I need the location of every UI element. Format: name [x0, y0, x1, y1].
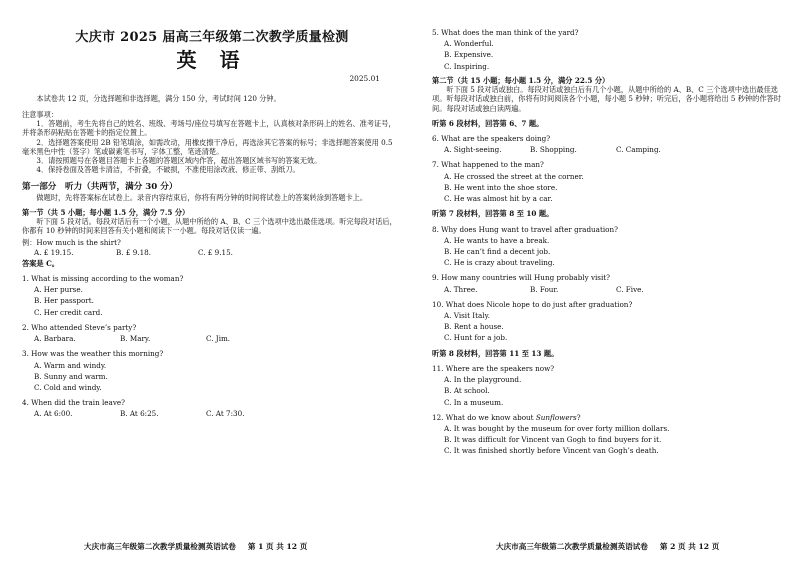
material-7-instruction: 听第 7 段材料，回答第 8 至 10 题。 [432, 209, 554, 219]
page-footer [84, 542, 307, 552]
question-7 [432, 160, 782, 203]
option-a: A. Warm and windy. [34, 360, 107, 370]
option-c: C. Hunt for a job. [444, 333, 508, 343]
option-b: B. Mary. [120, 334, 151, 344]
option-a: A. It was bought by the museum for over forty million dollars. [444, 424, 670, 433]
option-c: C. Camping. [616, 145, 661, 155]
option-b: B. It was difficult for Vincent van Gogh to find buyers for it. [444, 435, 662, 445]
example-option-b: B. £ 9.18. [116, 247, 151, 257]
notice-item-4: 4．保持卷面及答题卡清洁，不折叠，不破损，不准使用涂改液、修正带、刮纸刀。 [36, 165, 300, 175]
option-b: B. Her passport. [34, 296, 94, 306]
example-answer: 答案是 C。 [22, 258, 59, 268]
example-question: 例：How much is the shirt? [22, 238, 121, 248]
section2-title: 第二节（共 15 小题；每小题 1.5 分，满分 22.5 分） [432, 75, 610, 85]
section2-description: 听下面 5 段对话或独白。每段对话或独白后有几个小题，从题中所给的 A、B、C 三个选项中选出最佳选项。听每段对话或独白前，你将有时间阅读各个小题，每小题 5 秒钟；听完后，各小题将给出 5 秒钟的作答时间。每段对话或独白读两遍。 [432, 85, 781, 113]
option-c: C. Her credit card. [34, 307, 103, 317]
option-c: C. He is crazy about traveling. [444, 258, 555, 268]
part1-title: 第一部分 听力（共两节，满分 30 分） [22, 182, 178, 193]
question-stem: 10. What does Nicole hope to do just after graduation? [432, 299, 633, 309]
example-option-a: A. £ 19.15. [34, 247, 74, 257]
page-1 [22, 0, 402, 566]
option-a: A. Barbara. [34, 334, 76, 344]
option-c: C. It was finished shortly before Vincent van Gogh’s death. [444, 446, 659, 456]
stem-artwork-title: Sunflowers [535, 412, 577, 422]
option-b: B. At 6:25. [120, 409, 159, 419]
option-c: C. At 7:30. [206, 409, 245, 419]
subject-title: 英 语 [176, 47, 248, 72]
question-6 [432, 134, 782, 154]
option-a: A. Visit Italy. [444, 311, 490, 321]
question-stem: 6. What are the speakers doing? [432, 133, 551, 143]
stem-suffix: ? [576, 412, 581, 422]
question-stem: 9. How many countries will Hung probably visit? [432, 273, 611, 283]
question-1 [22, 274, 402, 317]
question-stem: 7. What happened to the man? [432, 160, 544, 170]
option-a: A. He wants to have a break. [444, 235, 550, 245]
option-c: C. Jim. [206, 334, 231, 344]
notice-item-1: 1．答题前，考生先将自己的姓名、班级、考场号/座位号填写在答题卡上，认真核对条形码上的姓名、准考证号，并将条形码粘贴在答题卡的指定位置上。 [22, 119, 396, 138]
notice-item-3: 3．请按照题号在各题目答题卡上各题的答题区域内作答，超出答题区域书写的答案无效。 [36, 156, 322, 165]
question-2 [22, 323, 402, 343]
option-a: A. Her purse. [34, 285, 83, 295]
question-4 [22, 398, 402, 418]
question-stem: 5. What does the man think of the yard? [432, 28, 579, 37]
question-9 [432, 273, 782, 293]
section1-title: 第一节（共 5 小题；每小题 1.5 分，满分 7.5 分） [22, 207, 190, 217]
material-8-instruction: 听第 8 段材料，回答第 11 至 13 题。 [432, 348, 559, 358]
options-row [22, 334, 402, 343]
option-b: B. At school. [444, 386, 490, 396]
question-8 [432, 225, 782, 268]
question-12 [432, 413, 782, 456]
option-b: B. He can’t find a decent job. [444, 246, 551, 256]
intro-text: 本试卷共 12 页，分选择题和非选择题，满分 150 分，考试时间 120 分钟。 [36, 93, 281, 103]
question-stem: 2. Who attended Steve’s party? [22, 322, 137, 332]
option-b: B. Four. [530, 284, 559, 294]
stem-prefix: 12. What do we know about [432, 412, 536, 422]
question-stem [432, 413, 782, 422]
option-c: C. Five. [616, 284, 644, 294]
option-c: C. He was almost hit by a car. [444, 194, 553, 204]
material-6-instruction: 听第 6 段材料，回答第 6、7 题。 [432, 118, 544, 128]
option-a: A. In the playground. [444, 375, 522, 385]
option-a: A. He crossed the street at the corner. [444, 171, 584, 181]
option-b: B. He went into the shoe store. [444, 182, 558, 192]
example-option-c: C. £ 9.15. [198, 247, 233, 257]
option-b: B. Expensive. [444, 50, 494, 60]
notice-item-2: 2．选择题答案使用 2B 铅笔填涂，如需改动，用橡皮擦干净后，再选涂其它答案的标号；非选择题答案使用 0.5 毫米黑色中性（签字）笔或碳素笔书写，字体工整，笔迹清楚。 [22, 137, 393, 156]
options-row [22, 409, 402, 418]
option-c: C. Cold and windy. [34, 382, 102, 392]
footer-page-number: 第 1 页 共 12 页 [247, 542, 308, 552]
options-row [432, 285, 782, 294]
option-a: A. Sight-seeing. [444, 145, 502, 155]
question-stem: 3. How was the weather this morning? [22, 349, 164, 359]
exam-date: 2025.01 [349, 74, 380, 84]
question-5 [432, 28, 782, 71]
example-options [22, 248, 402, 257]
option-c: C. Inspiring. [444, 61, 490, 71]
question-10 [432, 300, 782, 343]
option-a: A. Three. [444, 284, 478, 294]
page-footer [496, 542, 719, 552]
notice-title: 注意事项： [22, 109, 58, 119]
option-a: A. At 6:00. [34, 409, 73, 419]
section1-description: 听下面 5 段对话。每段对话后有一个小题，从题中所给的 A、B、C 三个选项中选出最佳选项。听完每段对话后，你都有 10 秒钟的时间来回答有关小题和阅读下一小题。每段对话仅读一遍。 [22, 216, 397, 236]
footer-page-number: 第 2 页 共 12 页 [659, 542, 720, 552]
page-2 [432, 0, 782, 566]
question-stem: 8. Why does Hung want to travel after graduation? [432, 224, 618, 234]
exam-title: 大庆市 2025 届高三年级第二次教学质量检测 [75, 30, 349, 45]
option-b: B. Sunny and warm. [34, 371, 108, 381]
question-stem: 11. Where are the speakers now? [432, 363, 555, 373]
question-11 [432, 364, 782, 407]
footer-title: 大庆市高三年级第二次教学质量检测英语试卷 [496, 542, 648, 552]
option-a: A. Wonderful. [444, 39, 494, 49]
question-stem: 4. When did the train leave? [22, 398, 125, 408]
question-3 [22, 349, 402, 392]
question-stem: 1. What is missing according to the woman? [22, 273, 184, 283]
option-b: B. Shopping. [530, 145, 577, 155]
option-c: C. In a museum. [444, 397, 504, 407]
options-row [432, 145, 782, 154]
option-b: B. Rent a house. [444, 322, 504, 332]
part1-description: 做题时，先将答案标在试卷上。录音内容结束后，你将有两分钟的时间将试卷上的答案转涂到答题卡上。 [36, 193, 368, 203]
footer-title: 大庆市高三年级第二次教学质量检测英语试卷 [84, 542, 236, 552]
